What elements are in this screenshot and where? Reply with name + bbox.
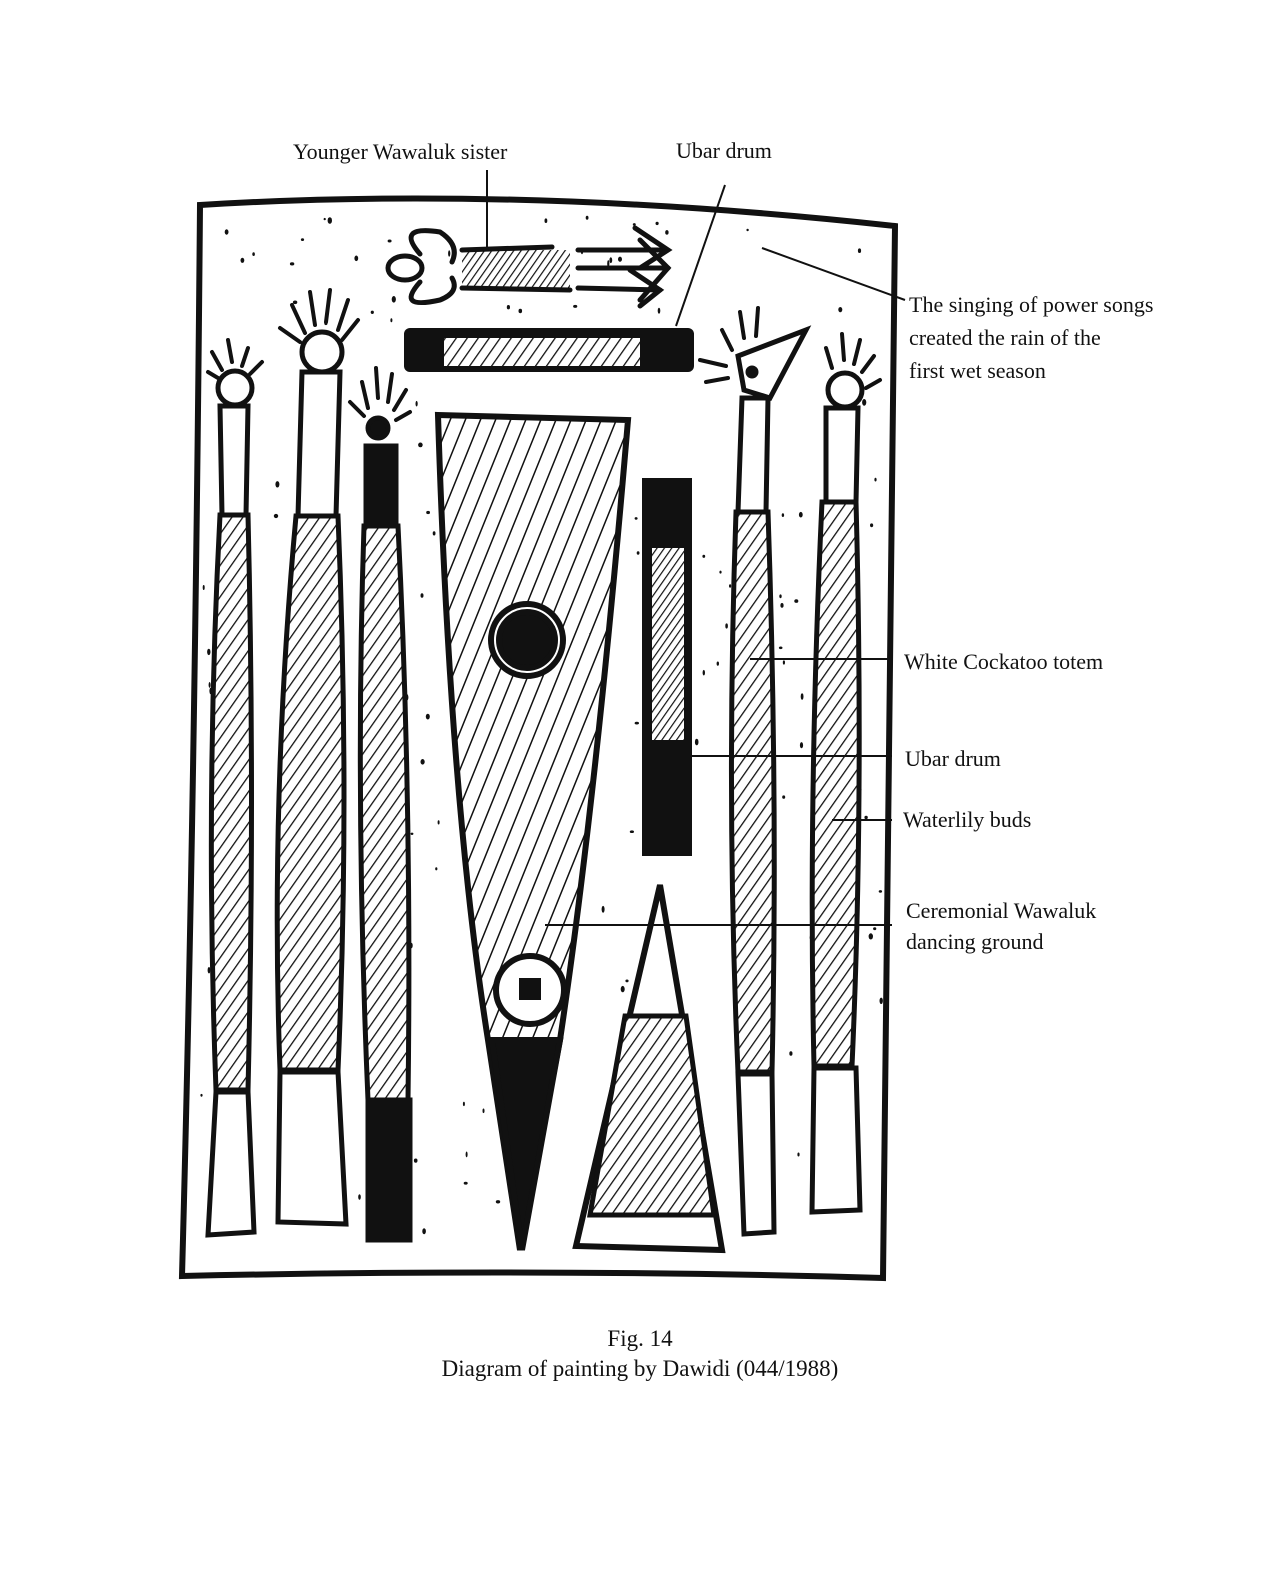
- stipple-dot: [586, 216, 589, 220]
- stipple-dot: [880, 998, 883, 1004]
- pole-3: [350, 368, 410, 1240]
- stipple-dot: [746, 229, 748, 231]
- stipple-dot: [800, 742, 803, 748]
- stipple-dot: [625, 980, 628, 983]
- stipple-dot: [324, 218, 326, 220]
- stipple-dot: [799, 512, 803, 518]
- stipple-dot: [421, 759, 425, 765]
- stipple-dot: [466, 1152, 468, 1158]
- label-power-songs-line-2: created the rain of the: [909, 325, 1101, 350]
- label-dancing-ground-line-1: Ceremonial Wawaluk: [906, 898, 1097, 923]
- stipple-dot: [426, 511, 430, 514]
- stipple-dot: [354, 255, 358, 261]
- stipple-dot: [252, 252, 255, 256]
- stipple-dot: [275, 481, 279, 487]
- pole-1: [208, 340, 262, 1235]
- stipple-dot: [637, 551, 640, 554]
- stipple-dot: [729, 584, 731, 587]
- ubar-drum-top: [404, 328, 694, 372]
- stipple-dot: [658, 308, 661, 314]
- stipple-dot: [388, 240, 392, 243]
- stipple-dot: [435, 867, 437, 870]
- younger-sister-figure: [388, 228, 668, 306]
- stipple-dot: [371, 311, 374, 314]
- stipple-dot: [496, 1200, 500, 1203]
- stipple-dot: [411, 833, 414, 835]
- label-dancing-ground-line-2: dancing ground: [906, 929, 1044, 954]
- stipple-dot: [665, 230, 668, 235]
- stipple-dot: [797, 1153, 799, 1157]
- label-power-songs-line-1: The singing of power songs: [909, 292, 1154, 317]
- stipple-dot: [870, 523, 873, 527]
- stipple-dot: [438, 820, 440, 824]
- stipple-dot: [208, 967, 211, 973]
- stipple-dot: [695, 739, 699, 746]
- stipple-dot: [702, 555, 705, 558]
- label-younger-sister: Younger Wawaluk sister: [293, 139, 508, 164]
- stipple-dot: [464, 1182, 468, 1185]
- stipple-dot: [782, 513, 784, 517]
- stipple-dot: [200, 1094, 202, 1097]
- figure-caption: Diagram of painting by Dawidi (044/1988): [441, 1356, 839, 1381]
- stipple-dot: [789, 1051, 792, 1056]
- leader-power-songs: [762, 248, 905, 300]
- stipple-dot: [801, 693, 804, 700]
- stipple-dot: [779, 647, 783, 650]
- stipple-dot: [421, 593, 424, 598]
- stipple-dot: [203, 585, 205, 590]
- stipple-dot: [390, 318, 392, 322]
- stipple-dot: [519, 309, 523, 313]
- stipple-dot: [545, 218, 548, 223]
- stipple-dot: [635, 517, 638, 520]
- label-ubar-drum-top: Ubar drum: [676, 138, 772, 163]
- stipple-dot: [483, 1109, 485, 1114]
- stipple-dot: [864, 816, 867, 819]
- stipple-dot: [717, 662, 719, 666]
- stipple-dot: [290, 262, 294, 265]
- stipple-dot: [463, 1102, 465, 1106]
- stipple-dot: [293, 301, 297, 305]
- stipple-dot: [602, 906, 605, 913]
- stipple-dot: [779, 594, 781, 598]
- stipple-dot: [782, 795, 785, 798]
- stipple-dot: [507, 305, 510, 309]
- stipple-dot: [426, 714, 430, 720]
- stipple-dot: [783, 660, 785, 664]
- stipple-dot: [879, 890, 882, 893]
- stipple-dot: [209, 682, 211, 688]
- stipple-dot: [618, 257, 622, 262]
- stipple-dot: [780, 603, 783, 608]
- stipple-dot: [358, 1194, 361, 1200]
- stipple-dot: [794, 599, 798, 603]
- stipple-dot: [422, 1228, 426, 1234]
- stipple-dot: [862, 399, 866, 406]
- stipple-dot: [858, 248, 861, 253]
- stipple-dot: [418, 443, 423, 448]
- dancing-ground-triangle: [438, 415, 628, 1250]
- stipple-dot: [448, 250, 450, 256]
- pole-4-cockatoo: [700, 308, 806, 1234]
- stipple-dot: [719, 571, 721, 574]
- stipple-dot: [873, 927, 876, 930]
- stipple-dot: [416, 401, 418, 407]
- stipple-dot: [621, 986, 625, 992]
- stipple-dot: [633, 223, 636, 226]
- stipple-dot: [609, 257, 612, 263]
- stipple-dot: [207, 649, 210, 655]
- stipple-dot: [241, 258, 245, 263]
- pole-5: [812, 334, 880, 1212]
- ubar-drum-vertical: [642, 478, 692, 856]
- stipple-dot: [874, 478, 876, 482]
- stipple-dot: [392, 296, 396, 303]
- label-waterlily-buds: Waterlily buds: [903, 807, 1032, 832]
- stipple-dot: [301, 238, 304, 241]
- stipple-dot: [630, 830, 634, 833]
- label-power-songs-line-3: first wet season: [909, 358, 1046, 383]
- stipple-dot: [225, 229, 229, 234]
- stipple-dot: [838, 307, 842, 312]
- stipple-dot: [703, 670, 705, 676]
- stipple-dot: [656, 222, 659, 225]
- stipple-dot: [433, 531, 436, 535]
- stipple-dot: [328, 217, 332, 224]
- stipple-dot: [635, 722, 639, 725]
- stipple-dot: [869, 933, 873, 939]
- figure-number: Fig. 14: [607, 1326, 673, 1351]
- label-cockatoo-totem: White Cockatoo totem: [904, 649, 1104, 674]
- label-ubar-drum-right: Ubar drum: [905, 746, 1001, 771]
- stipple-dot: [573, 305, 577, 308]
- small-triangle: [576, 885, 722, 1250]
- stipple-dot: [274, 514, 278, 518]
- pole-2: [277, 290, 358, 1224]
- stipple-dot: [414, 1159, 418, 1163]
- stipple-dot: [725, 623, 728, 628]
